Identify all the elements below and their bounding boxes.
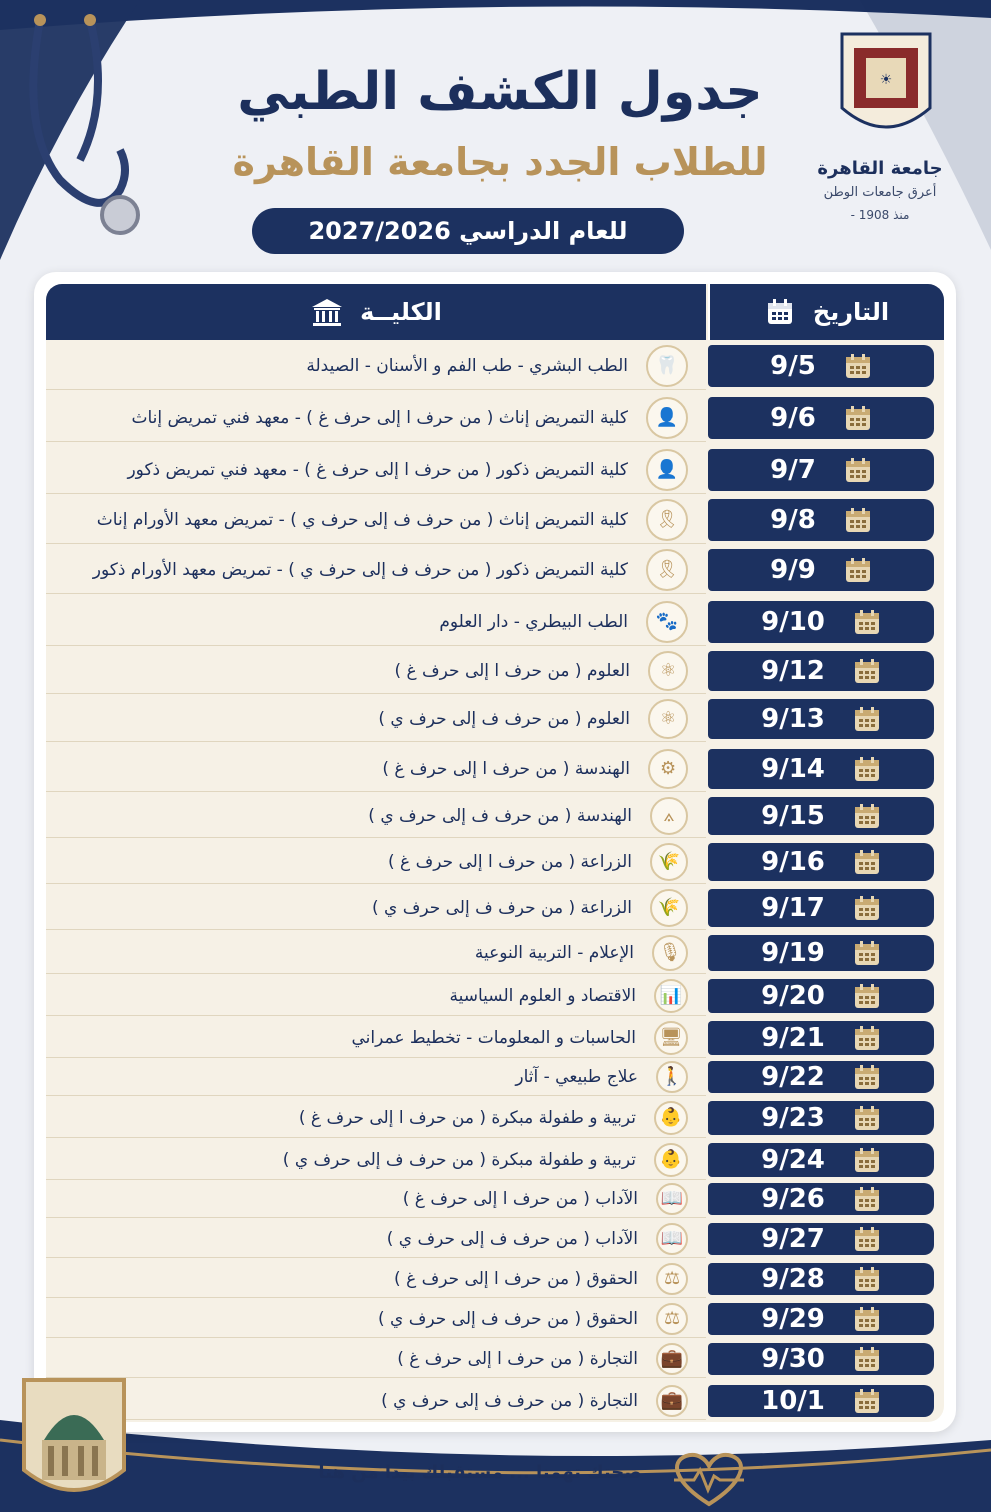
- table-row: [46, 886, 944, 930]
- college-cell: [46, 598, 706, 646]
- calendar-icon: [853, 939, 881, 967]
- table-row: [46, 976, 944, 1016]
- date-value: 9/26: [761, 1184, 825, 1214]
- header-college-label: الكليــة: [360, 298, 442, 326]
- bar-chart-icon: 📊: [654, 979, 688, 1013]
- calendar-icon: [853, 1146, 881, 1174]
- calendar-icon: [853, 608, 881, 636]
- calendar-icon: [853, 755, 881, 783]
- calendar-icon: [853, 802, 881, 830]
- book-icon: 📖: [656, 1183, 688, 1215]
- calendar-icon: [853, 1024, 881, 1052]
- wheat-icon: 🌾: [650, 889, 688, 927]
- college-cell: [46, 1098, 706, 1138]
- date-cell: [708, 979, 934, 1013]
- nurse-icon: 👤: [646, 397, 688, 439]
- college-cell: [46, 1220, 706, 1258]
- wheat-icon: 🌾: [650, 843, 688, 881]
- college-name: الزراعة ( من حرف ف إلى حرف ي ): [371, 897, 632, 918]
- page-title: جدول الكشف الطبي: [237, 62, 763, 122]
- college-name: الآداب ( من حرف ف إلى حرف ي ): [386, 1228, 638, 1249]
- calendar-icon: [844, 404, 872, 432]
- ribbon-icon: 🎗: [646, 549, 688, 591]
- college-cell: [46, 976, 706, 1016]
- nurse-icon: 👤: [646, 449, 688, 491]
- college-name: التجارة ( من حرف ا إلى حرف غ ): [397, 1348, 638, 1369]
- college-cell: [46, 886, 706, 930]
- calendar-icon: [853, 705, 881, 733]
- calendar-icon: [844, 456, 872, 484]
- calendar-icon: [844, 506, 872, 534]
- college-name: الاقتصاد و العلوم السياسية: [449, 985, 636, 1006]
- college-cell: [46, 1340, 706, 1378]
- calendar-icon: [844, 352, 872, 380]
- college-name: الإعلام - التربية النوعية: [474, 942, 634, 963]
- calendar-icon: [853, 1185, 881, 1213]
- calendar-icon: [844, 556, 872, 584]
- date-value: 9/20: [761, 981, 825, 1011]
- atom-icon: ⚛: [648, 651, 688, 691]
- college-cell: [46, 1382, 706, 1420]
- briefcase-icon: 💼: [656, 1385, 688, 1417]
- table-row: [46, 394, 944, 442]
- date-cell: [708, 397, 934, 439]
- date-cell: [708, 749, 934, 789]
- college-name: كلية التمريض إناث ( من حرف ف إلى حرف ي ) - تمريض معهد الأورام إناث: [96, 509, 628, 530]
- college-cell: [46, 794, 706, 838]
- college-cell: [46, 394, 706, 442]
- page-subtitle: للطلاب الجدد بجامعة القاهرة: [232, 140, 768, 184]
- date-value: 10/1: [761, 1386, 825, 1416]
- date-cell: [708, 601, 934, 643]
- college-cell: [46, 1260, 706, 1298]
- date-value: 9/30: [761, 1344, 825, 1374]
- table-row: [46, 546, 944, 594]
- table-row: [46, 932, 944, 974]
- book-icon: 📖: [656, 1223, 688, 1255]
- college-name: تربية و طفولة مبكرة ( من حرف ا إلى حرف غ ): [298, 1107, 636, 1128]
- date-cell: [708, 1223, 934, 1255]
- header-date-label: التاريخ: [812, 298, 890, 326]
- briefcase-icon: 💼: [656, 1343, 688, 1375]
- calendar-icon: [853, 1225, 881, 1253]
- date-cell: [708, 1101, 934, 1135]
- college-name: الطب البشري - طب الفم و الأسنان - الصيدلة: [306, 355, 628, 376]
- college-cell: [46, 648, 706, 694]
- college-name: الزراعة ( من حرف ا إلى حرف غ ): [388, 851, 632, 872]
- college-name: التجارة ( من حرف ف إلى حرف ي ): [381, 1390, 638, 1411]
- college-name: الهندسة ( من حرف ا إلى حرف غ ): [382, 758, 630, 779]
- table-row: [46, 1180, 944, 1218]
- table-row: [46, 1140, 944, 1180]
- date-cell: [708, 1143, 934, 1177]
- calendar-icon: [853, 657, 881, 685]
- date-value: 9/16: [761, 847, 825, 877]
- college-cell: [46, 546, 706, 594]
- calendar-icon: [765, 297, 795, 327]
- date-cell: [708, 797, 934, 835]
- date-cell: [708, 345, 934, 387]
- college-name: الحقوق ( من حرف ا إلى حرف غ ): [394, 1268, 638, 1289]
- child-icon: 👶: [654, 1101, 688, 1135]
- table-row: [46, 794, 944, 838]
- university-since: منذ 1908 -: [850, 208, 910, 222]
- date-cell: [708, 1385, 934, 1417]
- tooth-icon: 🦷: [646, 345, 688, 387]
- stethoscope-icon: [0, 10, 160, 250]
- date-value: 9/13: [761, 704, 825, 734]
- scales-icon: ⚖: [656, 1303, 688, 1335]
- date-value: 9/29: [761, 1304, 825, 1334]
- compass-icon: ⟑: [650, 797, 688, 835]
- date-value: 9/12: [761, 656, 825, 686]
- college-cell: [46, 1018, 706, 1058]
- date-cell: [708, 549, 934, 591]
- date-cell: [708, 499, 934, 541]
- svg-text:☀: ☀: [879, 72, 893, 88]
- date-cell: [708, 1183, 934, 1215]
- table-row: [46, 598, 944, 646]
- table-row: [46, 1382, 944, 1420]
- college-name: العلوم ( من حرف ف إلى حرف ي ): [378, 708, 630, 729]
- date-cell: [708, 843, 934, 881]
- date-cell: [708, 449, 934, 491]
- college-name: الحاسبات و المعلومات - تخطيط عمراني: [351, 1027, 636, 1048]
- college-cell: [46, 446, 706, 494]
- date-cell: [708, 1061, 934, 1093]
- date-value: 9/14: [761, 754, 825, 784]
- calendar-icon: [853, 1063, 881, 1091]
- college-name: علاج طبيعي - آثار: [515, 1066, 638, 1087]
- table-row: [46, 1098, 944, 1138]
- person-icon: 🚶: [656, 1061, 688, 1093]
- calendar-icon: [853, 1104, 881, 1132]
- university-name: جامعة القاهرة: [817, 158, 943, 179]
- table-row: [46, 1260, 944, 1298]
- date-cell: [708, 1303, 934, 1335]
- date-value: 9/10: [761, 607, 825, 637]
- atom-icon: ⚛: [648, 699, 688, 739]
- college-cell: [46, 1140, 706, 1180]
- college-cell: [46, 696, 706, 742]
- date-value: 9/23: [761, 1103, 825, 1133]
- footer-slogan: صحتك تهمنا ... مستقبلك بيدا من هنا: [318, 1462, 642, 1483]
- header-date: [708, 284, 944, 340]
- college-cell: [46, 1300, 706, 1338]
- table-row: [46, 840, 944, 884]
- date-cell: [708, 889, 934, 927]
- date-value: 9/9: [770, 555, 816, 585]
- college-name: كلية التمريض إناث ( من حرف ا إلى حرف غ ) - معهد فني تمريض إناث: [131, 407, 628, 428]
- heart-pulse-icon: [664, 1448, 754, 1508]
- college-cell: [46, 342, 706, 390]
- date-value: 9/27: [761, 1224, 825, 1254]
- college-cell: [46, 1180, 706, 1218]
- college-name: الحقوق ( من حرف ف إلى حرف ي ): [377, 1308, 638, 1329]
- calendar-icon: [853, 848, 881, 876]
- date-cell: [708, 935, 934, 971]
- table-header: [46, 284, 944, 340]
- calendar-icon: [853, 1305, 881, 1333]
- date-value: 9/7: [770, 455, 816, 485]
- date-cell: [708, 1343, 934, 1375]
- calendar-icon: [853, 894, 881, 922]
- college-name: الطب البيطري - دار العلوم: [439, 611, 628, 632]
- date-cell: [708, 651, 934, 691]
- university-logo: [836, 28, 936, 148]
- academic-year-badge: [252, 208, 684, 254]
- header-college: [46, 284, 706, 340]
- table-row: [46, 1058, 944, 1096]
- table-row: [46, 746, 944, 792]
- date-cell: [708, 1263, 934, 1295]
- table-row: [46, 1220, 944, 1258]
- college-cell: [46, 932, 706, 974]
- university-tagline: أعرق جامعات الوطن: [823, 185, 937, 200]
- computer-icon: 🖥: [654, 1021, 688, 1055]
- table-row: [46, 1340, 944, 1378]
- paw-icon: 🐾: [646, 601, 688, 643]
- date-value: 9/8: [770, 505, 816, 535]
- table-row: [46, 1300, 944, 1338]
- college-name: الآداب ( من حرف ا إلى حرف غ ): [402, 1188, 638, 1209]
- scales-icon: ⚖: [656, 1263, 688, 1295]
- date-value: 9/5: [770, 351, 816, 381]
- college-name: تربية و طفولة مبكرة ( من حرف ف إلى حرف ي ): [282, 1149, 636, 1170]
- college-cell: [46, 840, 706, 884]
- table-row: [46, 496, 944, 544]
- date-value: 9/17: [761, 893, 825, 923]
- college-name: الهندسة ( من حرف ف إلى حرف ي ): [368, 805, 632, 826]
- microphone-icon: 🎙: [652, 935, 688, 971]
- table-row: [46, 342, 944, 390]
- calendar-icon: [853, 1265, 881, 1293]
- college-cell: [46, 1058, 706, 1096]
- date-value: 9/21: [761, 1023, 825, 1053]
- date-value: 9/24: [761, 1145, 825, 1175]
- calendar-icon: [853, 982, 881, 1010]
- college-cell: [46, 746, 706, 792]
- date-value: 9/15: [761, 801, 825, 831]
- date-value: 9/22: [761, 1062, 825, 1092]
- campus-dome-badge: [14, 1370, 134, 1510]
- date-value: 9/19: [761, 938, 825, 968]
- table-row: [46, 446, 944, 494]
- date-cell: [708, 699, 934, 739]
- table-row: [46, 696, 944, 742]
- academic-year-label: للعام الدراسي 2027/2026: [308, 217, 628, 245]
- child-icon: 👶: [654, 1143, 688, 1177]
- date-value: 9/6: [770, 403, 816, 433]
- ribbon-icon: 🎗: [646, 499, 688, 541]
- table-row: [46, 648, 944, 694]
- college-name: كلية التمريض ذكور ( من حرف ا إلى حرف غ ) - معهد فني تمريض ذكور: [127, 459, 628, 480]
- calendar-icon: [853, 1345, 881, 1373]
- schedule-table: [46, 284, 944, 1422]
- calendar-icon: [853, 1387, 881, 1415]
- college-name: كلية التمريض ذكور ( من حرف ف إلى حرف ي ) - تمريض معهد الأورام ذكور: [92, 559, 628, 580]
- college-name: العلوم ( من حرف ا إلى حرف غ ): [394, 660, 630, 681]
- college-cell: [46, 496, 706, 544]
- date-cell: [708, 1021, 934, 1055]
- date-value: 9/28: [761, 1264, 825, 1294]
- table-row: [46, 1018, 944, 1058]
- gear-icon: ⚙: [648, 749, 688, 789]
- institution-icon: [310, 297, 344, 327]
